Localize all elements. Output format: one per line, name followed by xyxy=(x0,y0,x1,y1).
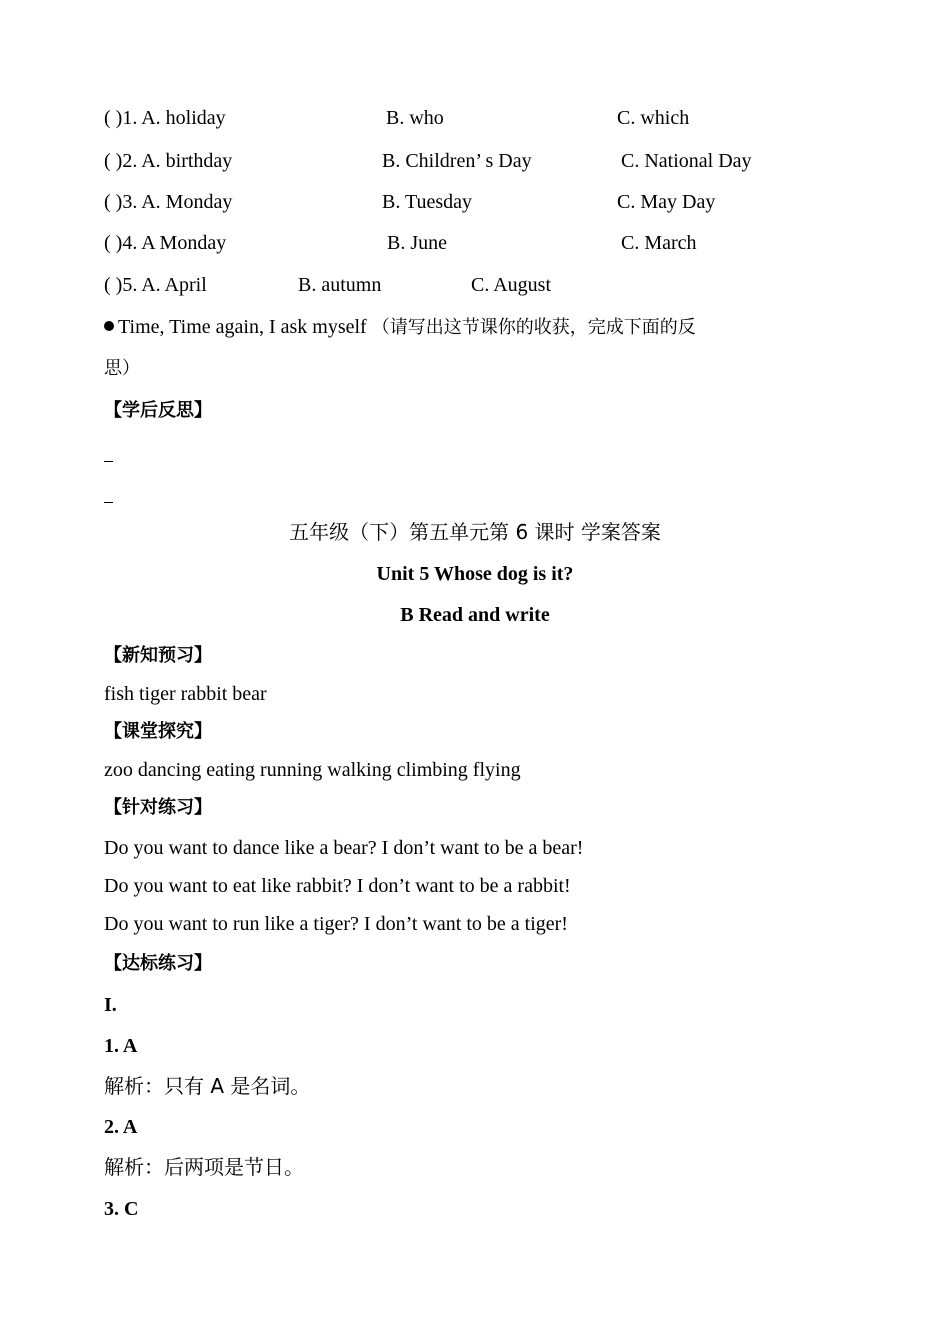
practice-heading: 【针对练习】 xyxy=(104,797,212,818)
reflection-prompt xyxy=(104,315,696,340)
explore-text: zoo dancing eating running walking climbing flying xyxy=(104,759,521,781)
answer-item-label: 1. A xyxy=(104,1035,138,1057)
explore-heading: 【课堂探究】 xyxy=(104,721,212,742)
answer-item-analysis: 解析：只有 A 是名词。 xyxy=(104,1074,311,1098)
reflection-prompt-cn-continued: 思） xyxy=(104,358,140,379)
reflection-prompt-cn: （请写出这节课你的收获，完成下面的反 xyxy=(371,317,696,338)
reflection-heading: 【学后反思】 xyxy=(104,400,212,421)
answer-item-analysis: 解析：后两项是节日。 xyxy=(104,1155,304,1179)
quiz-q4-option-b: B. June xyxy=(387,232,447,254)
quiz-q1-option-c: C. which xyxy=(617,107,690,129)
quiz-q4-option-c: C. March xyxy=(621,232,697,254)
quiz-q4-stem: ( )4. A Monday xyxy=(104,232,227,254)
quiz-q5-option-c: C. August xyxy=(471,274,552,296)
quiz-q3-stem: ( )3. A. Monday xyxy=(104,191,233,213)
quiz-q2-stem: ( )2. A. birthday xyxy=(104,150,233,172)
target-heading: 【达标练习】 xyxy=(104,953,212,974)
answer-title-cn: 五年级（下）第五单元第 6 课时 学案答案 xyxy=(289,520,661,544)
practice-line: Do you want to run like a tiger? I don’t want to be a tiger! xyxy=(104,913,568,935)
quiz-q2-option-c: C. National Day xyxy=(621,150,752,172)
quiz-q1-stem: ( )1. A. holiday xyxy=(104,107,226,129)
section-roman: I. xyxy=(104,994,117,1016)
practice-line: Do you want to eat like rabbit? I don’t want to be a rabbit! xyxy=(104,875,571,897)
practice-line: Do you want to dance like a bear? I don’t want to be a bear! xyxy=(104,837,584,859)
answer-title-section: B Read and write xyxy=(400,604,550,626)
quiz-q5-stem: ( )5. A. April xyxy=(104,274,207,296)
quiz-q3-option-b: B. Tuesday xyxy=(382,191,473,213)
reflection-prompt-en: Time, Time again, I ask myself xyxy=(118,316,372,338)
reflection-blank-2 xyxy=(104,502,113,503)
answer-title-unit: Unit 5 Whose dog is it? xyxy=(376,563,574,585)
reflection-blank-1 xyxy=(104,461,113,462)
quiz-q5-option-b: B. autumn xyxy=(298,274,382,296)
answer-item-label: 2. A xyxy=(104,1116,138,1138)
quiz-q3-option-c: C. May Day xyxy=(617,191,716,213)
quiz-q2-option-b: B. Children’ s Day xyxy=(382,150,532,172)
bullet-icon xyxy=(104,321,114,331)
quiz-q1-option-b: B. who xyxy=(386,107,444,129)
preview-text: fish tiger rabbit bear xyxy=(104,683,267,705)
answer-item-label: 3. C xyxy=(104,1198,139,1220)
preview-heading: 【新知预习】 xyxy=(104,645,212,666)
